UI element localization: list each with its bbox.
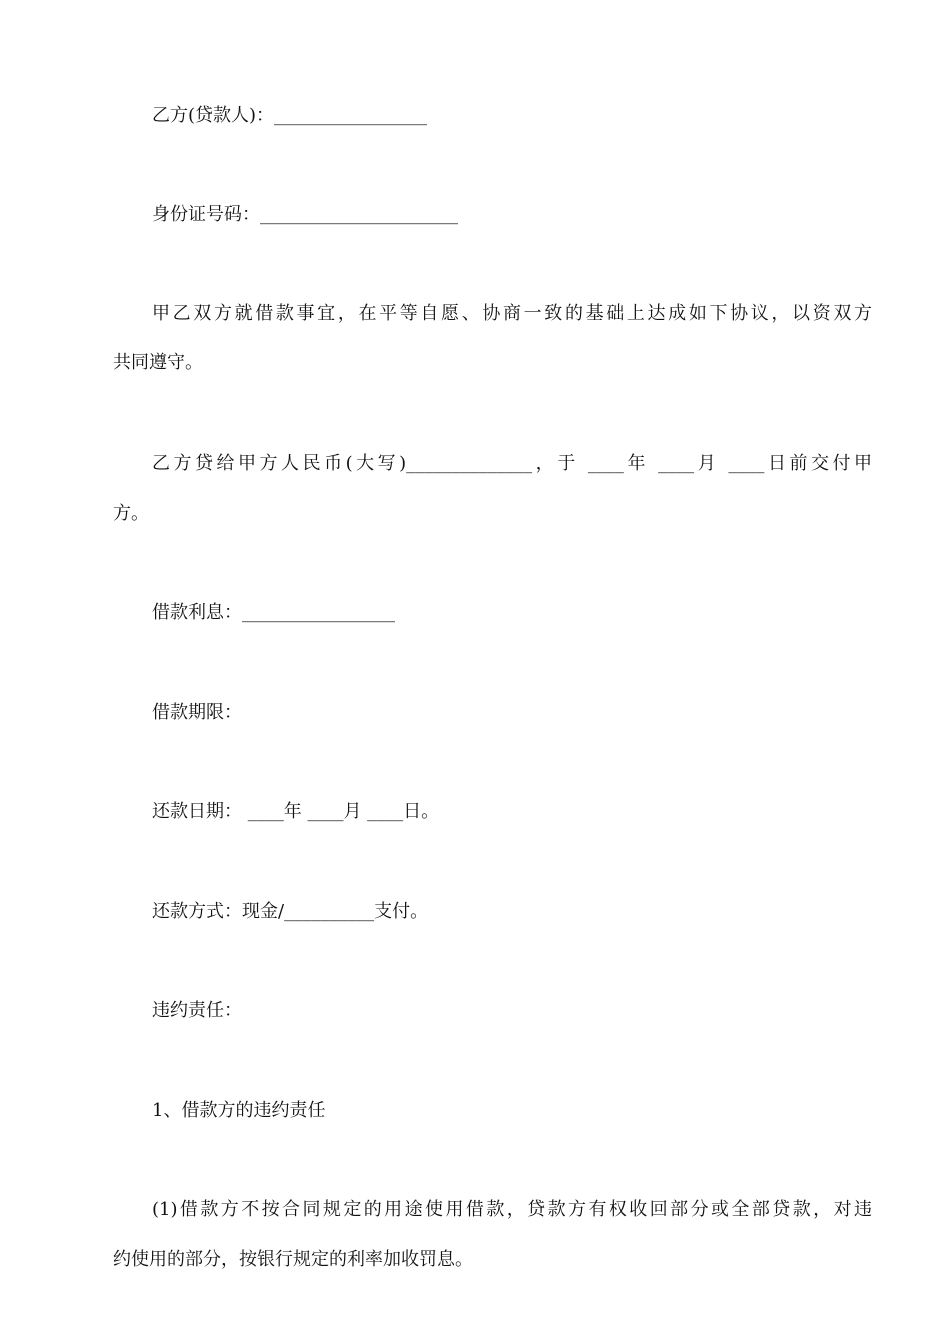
lender-field: 乙方(贷款人)：_________________: [152, 105, 428, 126]
id-number-field: 身份证号码：______________________: [152, 204, 458, 225]
clause-1-line-2: 约使用的部分，按银行规定的利率加收罚息。: [113, 1249, 473, 1270]
agreement-paragraph-line-1: 甲乙双方就借款事宜，在平等自愿、协商一致的基础上达成如下协议，以资双方: [152, 303, 872, 324]
interest-field: 借款利息：_________________: [152, 602, 395, 623]
term-field: 借款期限：: [152, 702, 242, 723]
repayment-method-field: 还款方式：现金/__________支付。: [152, 901, 429, 922]
agreement-paragraph-line-2: 共同遵守。: [113, 352, 203, 373]
loan-amount-paragraph-line-2: 方。: [113, 503, 149, 524]
liability-heading: 违约责任：: [152, 1000, 242, 1021]
clause-1-line-1: (1)借款方不按合同规定的用途使用借款，贷款方有权收回部分或全部贷款，对违: [152, 1199, 872, 1220]
borrower-liability-heading: 1、借款方的违约责任: [152, 1100, 326, 1121]
loan-amount-paragraph-line-1: 乙方贷给甲方人民币(大写)______________，于 ____年 ____月 ____日前交付甲: [152, 453, 872, 474]
repayment-date-field: 还款日期： ____年 ____月 ____日。: [152, 801, 440, 822]
